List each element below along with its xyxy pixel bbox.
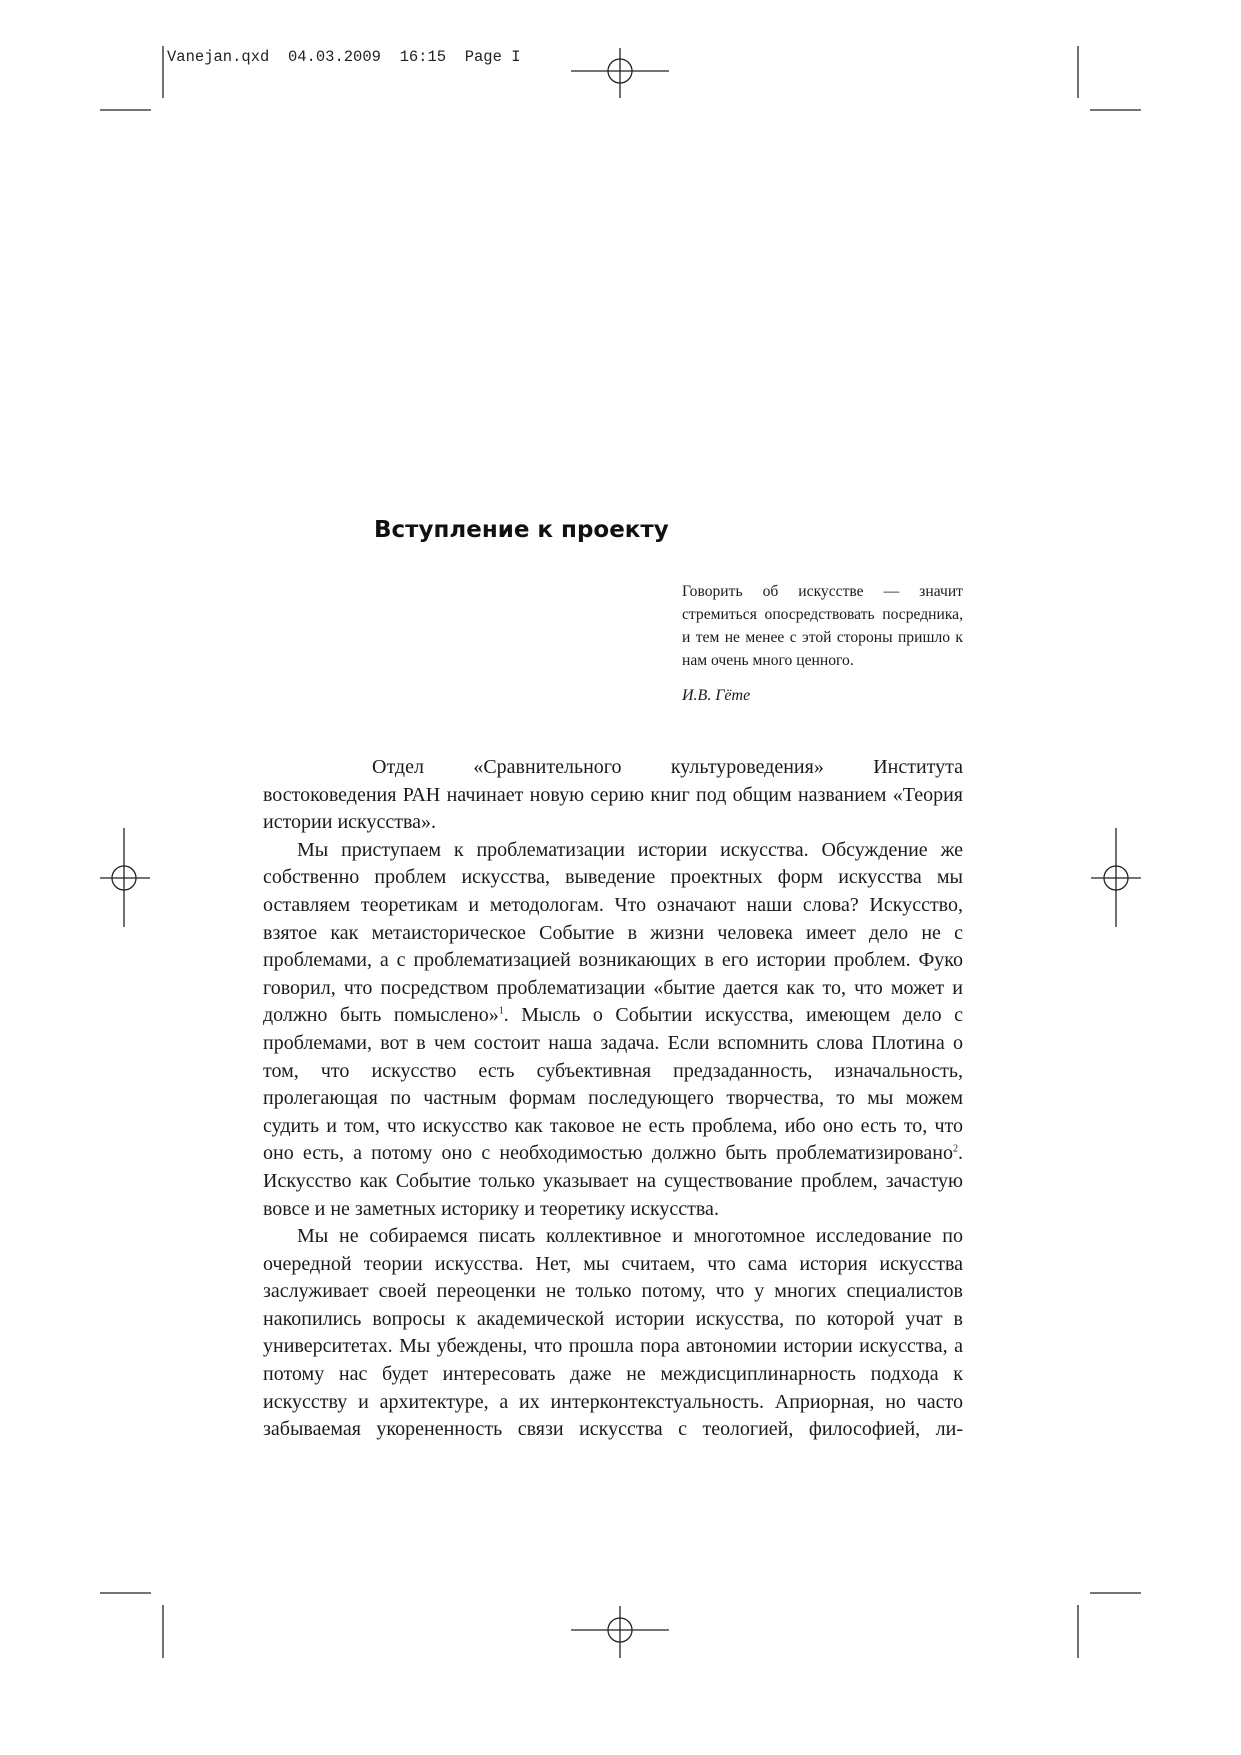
registration-mark-top: [571, 48, 669, 98]
paragraph-2-part-3: . Искусство как Событие только указывает на существование проблем, зачастую вовсе и не заметных историку и теоретику искусства.: [263, 1142, 963, 1220]
registration-mark-bottom: [571, 1606, 669, 1658]
page-title: Вступление к проекту: [374, 517, 669, 543]
paragraph-2-part-2: . Мысль о Событии искусства, имеющем дело с проблемами, вот в чем состоит наша задача. Если вспомнить слова Плотина о том, что искусство есть субъективная предзаданность, изначальность, пролегающая по частным формам последующего творчества, то мы можем судить и том, что искусство как таковое не есть проблема, ибо оно есть то, что оно есть, а потому оно с необходимостью должно быть проблематизировано: [263, 1004, 963, 1165]
footnote-ref-1: 1: [498, 1005, 504, 1017]
slug-date: 04.03.2009: [287, 48, 381, 66]
paragraph-1: Отдел «Сравнительного культуроведения» Института востоковедения РАН начинает новую серию книг под общим названием «Теория истории искусства».: [263, 756, 963, 834]
paragraph-3: Мы не собираемся писать коллективное и многотомное исследование по очередной теории искусства. Нет, мы считаем, что сама история искусства заслуживает своей переоценки не только потому, что у многих специалистов накопились вопросы к академической истории искусства, по которой учат в университетах. Мы убеждены, что прошла пора автономии истории искусства, а потому нас будет интересовать даже не междисциплинарность подхода к искусству и архитектуре, а их интерконтекстуальность. Априорная, но часто забываемая укорененность связи искусства с теологией, философией, ли-: [263, 1225, 963, 1441]
paragraph-2-part-1: Мы приступаем к проблематизации истории искусства. Обсуждение же собственно проблем искусства, выведение проектных форм искусства мы оставляем теоретикам и методологам. Что означают наши слова? Искусство, взятое как метаисторическое Событие в жизни человека имеет дело не с проблемами, а с проблематизацией возникающих в его истории проблем. Фуко говорил, что посредством проблематизации «бытие дается как то, что может и должно быть помыслено»: [263, 838, 963, 1027]
slug-page: Page I: [464, 48, 521, 66]
body-text: [263, 754, 963, 1444]
epigraph: [682, 580, 963, 707]
registration-mark-right: [1091, 828, 1141, 927]
epigraph-author: И.В. Гёте: [682, 687, 751, 704]
slug-filename: Vanejan.qxd: [167, 48, 270, 66]
footnote-ref-2: 2: [953, 1143, 958, 1155]
epigraph-text: Говорить об искусстве — значит стремиться опосредствовать посредника, и тем не менее с этой стороны пришло к нам очень много ценного.: [682, 583, 963, 669]
slug-time: 16:15: [399, 48, 447, 66]
paragraph-2: [263, 837, 963, 1223]
registration-mark-left: [100, 828, 150, 927]
print-slug-line: [167, 48, 521, 66]
